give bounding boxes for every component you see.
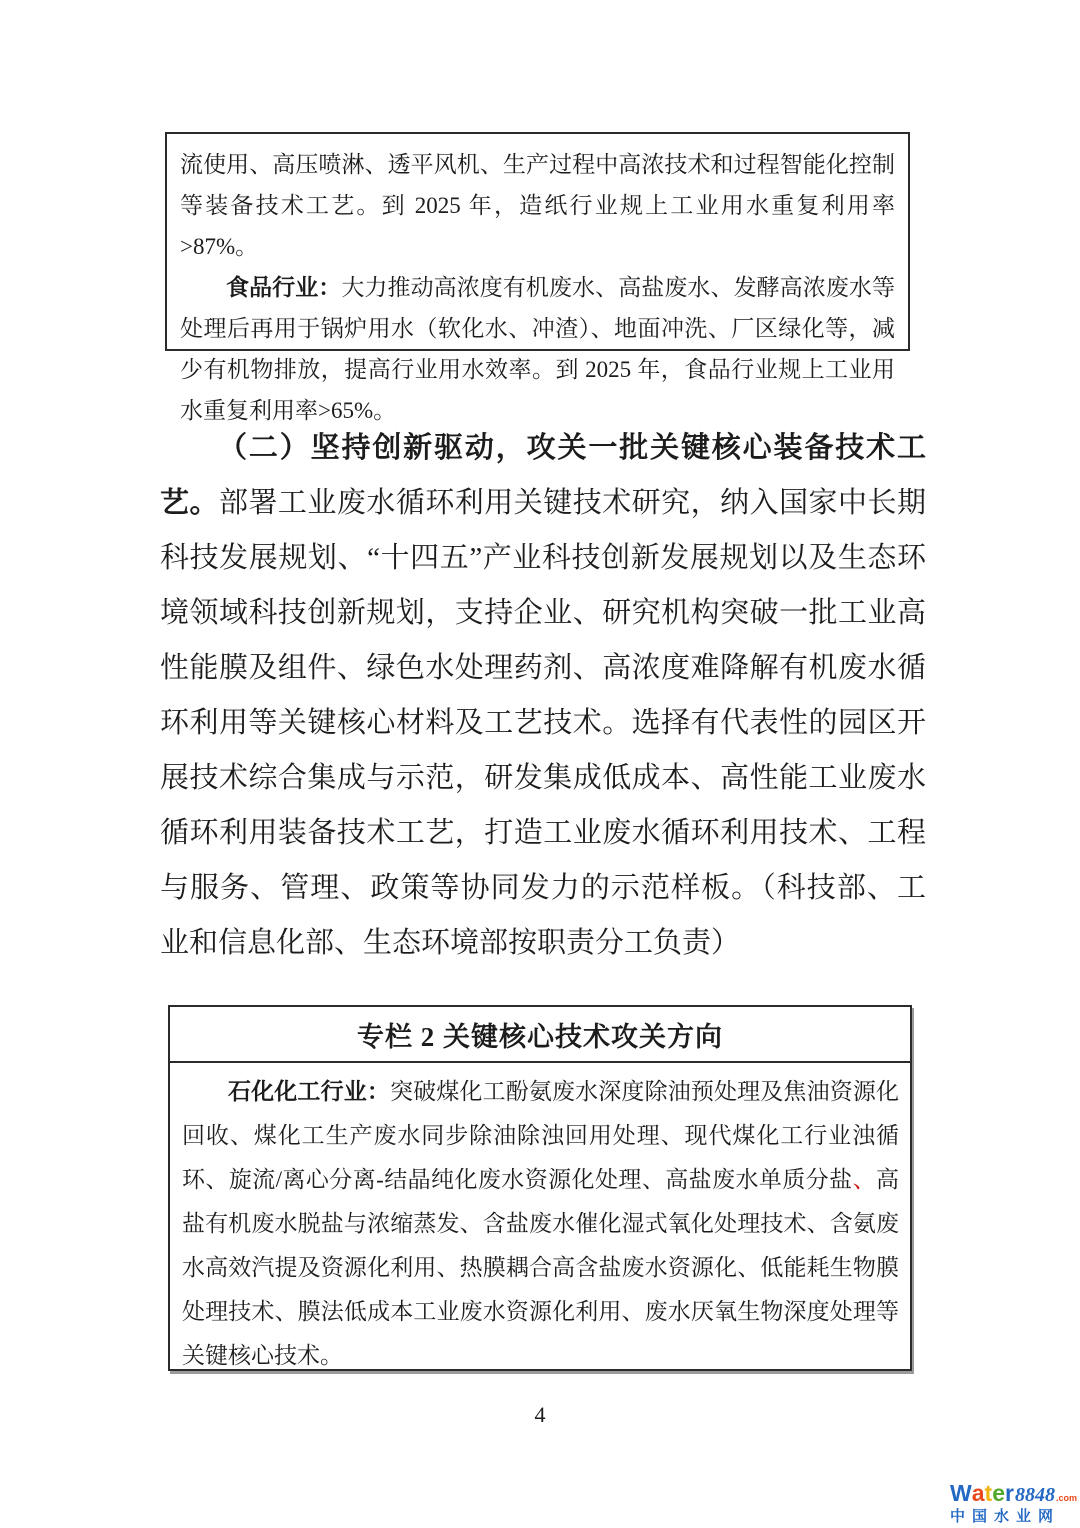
industry-goals-box bbox=[165, 132, 910, 423]
section-2-body: 部署工业废水循环利用关键技术研究，纳入国家中长期科技发展规划、“十四五”产业科技创新发展规划以及生态环境领域科技创新规划，支持企业、研究机构突破一批工业高性能膜及组件、绿色水处理药剂、高浓度难降解有机废水循环利用等关键核心材料及工艺技术。选择有代表性的园区开展技术综合集成与示范，研发集成低成本、高性能工业废水循环利用装备技术工艺，打造工业废水循环利用技术、工程与服务、管理、政策等协同发力的示范样板。（科技部、工业和信息化部、生态环境部按职责分工负责） bbox=[160, 487, 926, 959]
water8848-wordmark bbox=[950, 1482, 1078, 1505]
paper-industry-paragraph: 流使用、高压喷淋、透平风机、生产过程中高浓技术和过程智能化控制等装备技术工艺。到 2025 年，造纸行业规上工业用水重复利用率>87%。 bbox=[180, 152, 895, 259]
petrochemical-label: 石化化工行业： bbox=[228, 1079, 390, 1104]
logo-subtitle: 中国水业网 bbox=[950, 1508, 1061, 1525]
food-industry-label: 食品行业： bbox=[226, 275, 342, 300]
logo-letter-t: t bbox=[984, 1480, 993, 1506]
food-industry-text: 大力推动高浓度有机废水、高盐废水、发酵高浓废水等处理后再用于锅炉用水（软化水、冲渣）、地面冲洗、厂区绿化等，减少有机物排放，提高行业用水效率。到 2025 年，食品行业规上工业用水重复利用率>65%。 bbox=[180, 275, 896, 423]
logo-letter-w: W bbox=[950, 1480, 972, 1506]
key-tech-box-content bbox=[170, 1063, 910, 1371]
petrochemical-text-a: 突破煤化工酚氨废水深度除油预处理及焦油资源化回收、煤化工生产废水同步除油除浊回用处理、现代煤化工行业浊循环、旋流/离心分离-结晶纯化废水资源化处理、高盐废水单质分盐 bbox=[182, 1079, 900, 1192]
food-industry-paragraph bbox=[180, 267, 895, 431]
logo-letter-a: a bbox=[971, 1480, 985, 1506]
petrochemical-text-b: 高盐有机废水脱盐与浓缩蒸发、含盐废水催化湿式氧化处理技术、含氨废水高效汽提及资源化利用、热膜耦合高含盐废水资源化、低能耗生物膜处理技术、膜法低成本工业废水资源化利用、废水厌氧生物深度处理等关键核心技术。 bbox=[182, 1167, 899, 1368]
logo-number: 8848 bbox=[1014, 1484, 1055, 1506]
petrochemical-paragraph bbox=[182, 1070, 899, 1371]
red-comma-annotation: 、 bbox=[852, 1167, 876, 1192]
water8848-logo bbox=[950, 1482, 1078, 1524]
key-tech-box bbox=[168, 1005, 912, 1371]
page-number: 4 bbox=[534, 1402, 546, 1427]
section-2-paragraph bbox=[160, 421, 926, 971]
logo-letter-r: r bbox=[1004, 1480, 1014, 1506]
logo-letter-e: e bbox=[992, 1480, 1005, 1506]
logo-domain: .com bbox=[1055, 1493, 1077, 1503]
section-2-heading: （二）坚持创新驱动，攻关一批关键核心装备技术工艺。 bbox=[160, 432, 926, 519]
key-tech-box-title: 专栏 2 关键核心技术攻关方向 bbox=[170, 1007, 910, 1063]
